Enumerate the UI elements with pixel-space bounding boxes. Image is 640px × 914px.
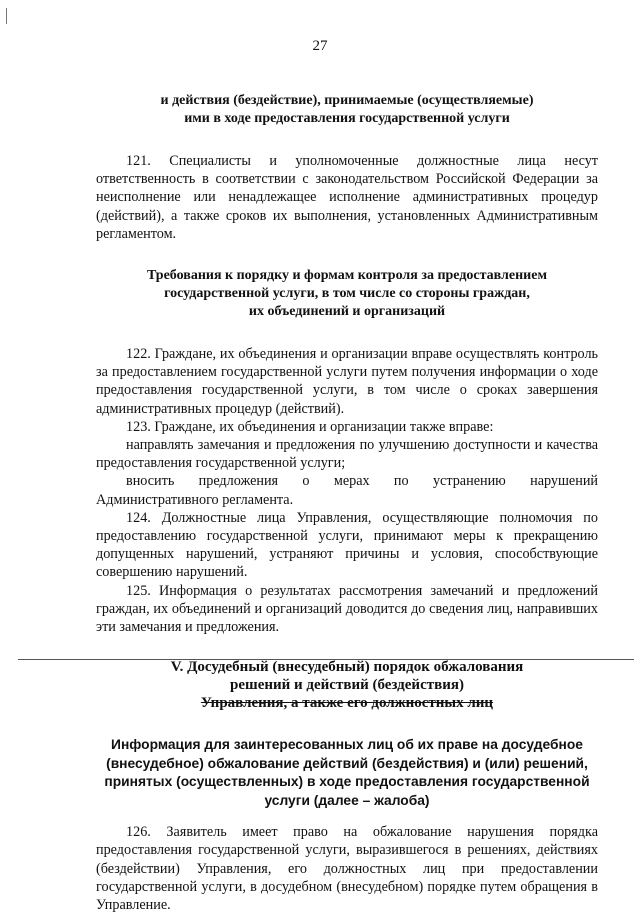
heading-line: Информация для заинтересованных лиц об их праве на досудебное: [111, 737, 583, 753]
paragraph-125: 125. Информация о результатах рассмотрения замечаний и предложений граждан, их объединений и организаций доводится до сведения лиц, направивших эти замечания и предложения.: [96, 582, 598, 636]
paragraph-122: 122. Граждане, их объединения и организации вправе осуществлять контроль за предоставлением государственной услуги путем получения информации о ходе предоставления государственной услуги, в том числе о сроках завершения административных процедур (действий).: [96, 346, 598, 417]
heading-line: и действия (бездействие), принимаемые (осуществляемые): [160, 93, 534, 108]
horizontal-rule: [18, 659, 634, 660]
heading-line: государственной услуги, в том числе со стороны граждан,: [164, 286, 530, 302]
page-number: 27: [312, 38, 328, 54]
paragraph-121: 121. Специалисты и уполномоченные должностные лица несут ответственность в соответствии с законодательством Российской Федерации за неисполнение или ненадлежащее исполнение административных процедур (действий), а также сроков их выполнения, установленных Административным регламентом.: [96, 153, 598, 242]
heading-line: принятых (осуществленных) в ходе предоставления государственной: [104, 774, 590, 790]
heading-line: ими в ходе предоставления государственной услуги: [184, 111, 510, 126]
heading-line: решений и действий (бездействия): [230, 677, 464, 694]
heading-line: V. Досудебный (внесудебный) порядок обжалования: [170, 659, 524, 676]
struck-heading-line: [96, 694, 598, 712]
document-body: [96, 92, 598, 914]
paragraph-123-item-b: вносить предложения о мерах по устранению нарушений Административного регламента.: [96, 473, 598, 508]
section-v-heading: [96, 658, 598, 712]
heading-line: услуги (далее – жалоба): [264, 792, 430, 808]
paragraph-123-item-a: направлять замечания и предложения по улучшению доступности и качества предоставления государственной услуги;: [96, 437, 598, 472]
heading-info: [96, 736, 598, 810]
paragraph-123: 123. Граждане, их объединения и организации также вправе:: [126, 418, 494, 435]
heading-line: Требования к порядку и формам контроля за предоставлением: [147, 268, 547, 284]
scan-margin-mark: [6, 8, 7, 24]
paragraph-126: 126. Заявитель имеет право на обжалование нарушения порядка предоставления государственной услуги, выразившегося в решениях, действиях (бездействии) Управления, его должностных лиц при предоставлении государственной услуги, в досудебном (внесудебном) порядке путем обращения в Управление.: [96, 824, 598, 914]
heading-line: их объединений и организаций: [248, 304, 446, 320]
paragraph-124: 124. Должностные лица Управления, осуществляющие полномочия по предоставлению государственной услуги, принимают меры к прекращению допущенных нарушений, устраняют причины и условия, способствующие совершению нарушений.: [96, 509, 598, 581]
heading-control: [96, 267, 598, 321]
struck-text: Управления, а также его должностных лиц: [200, 695, 494, 712]
heading-continuation: [96, 92, 598, 128]
heading-line: (внесудебное) обжалование действий (бездействия) и (или) решений,: [106, 755, 588, 771]
